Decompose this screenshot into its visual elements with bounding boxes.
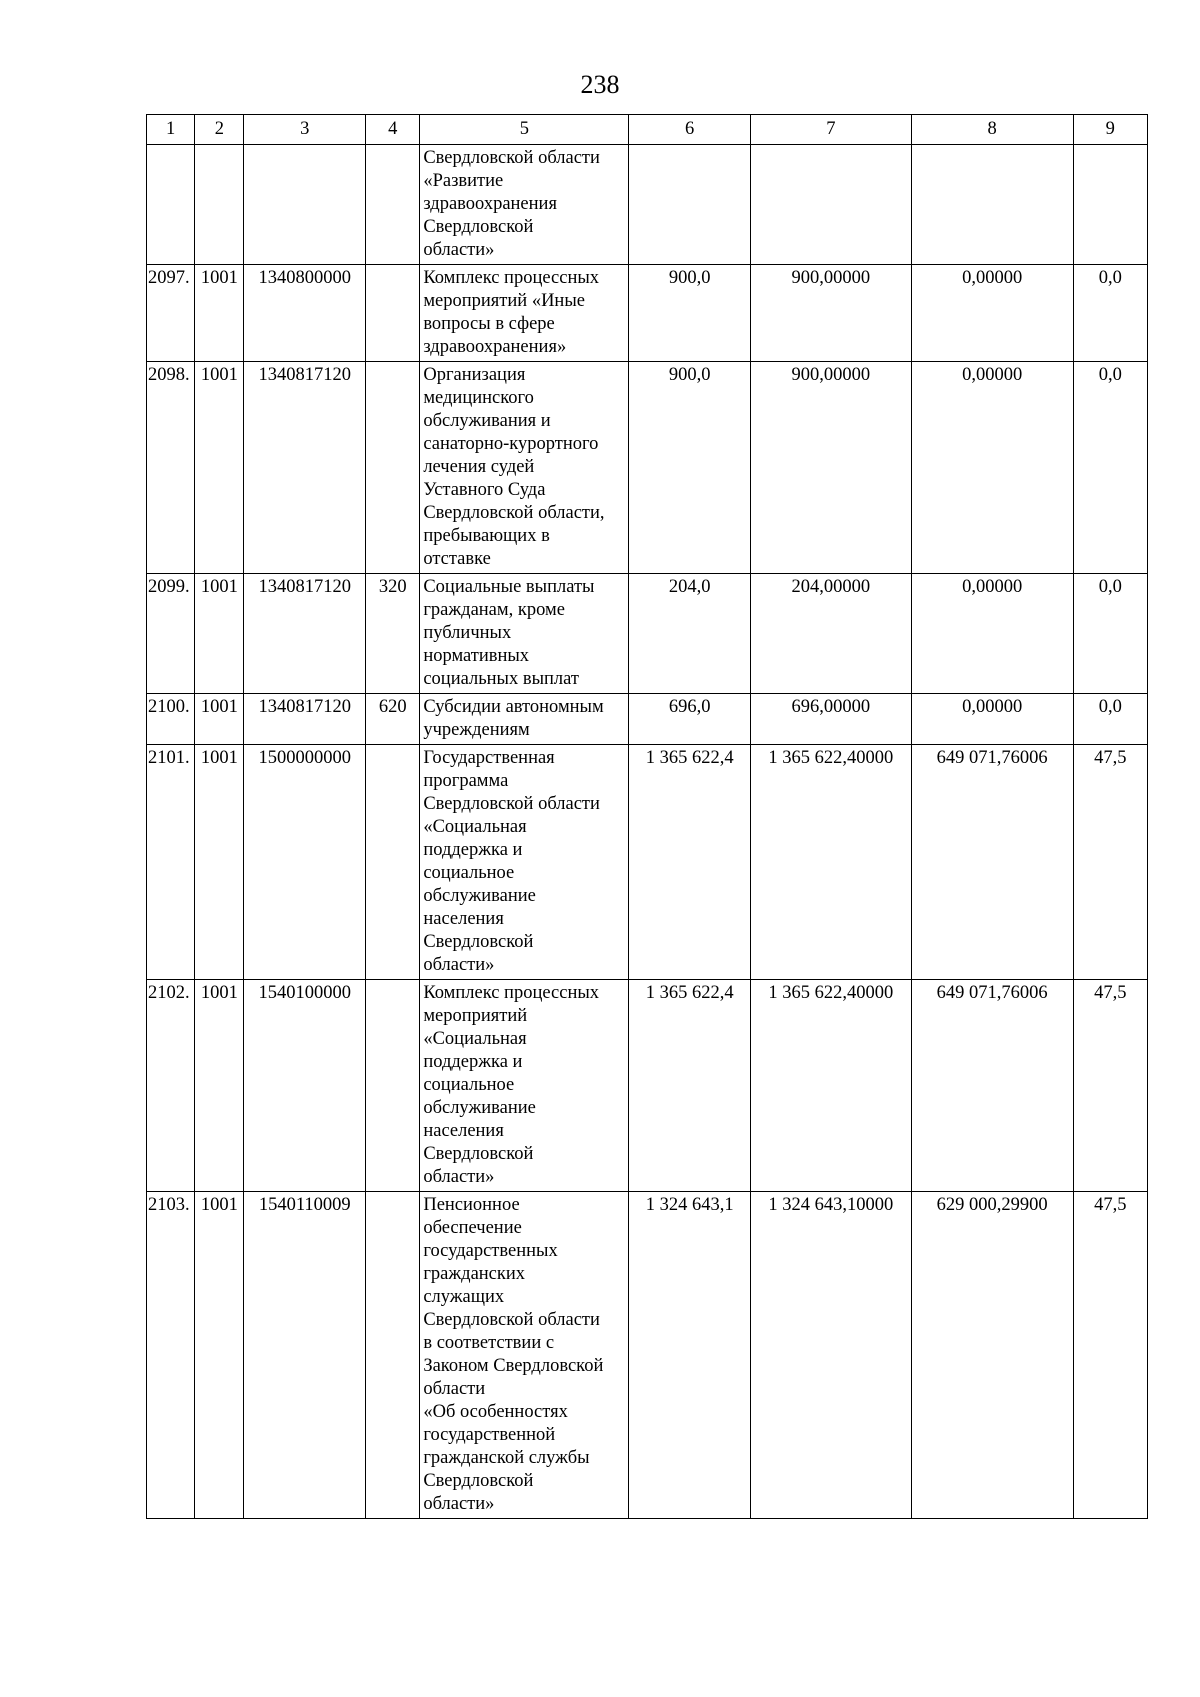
expense-type-cell: 320 (366, 574, 420, 694)
executed-amount-cell: 0,00000 (911, 362, 1073, 574)
table-row (147, 745, 1148, 980)
target-code-cell: 1340817120 (244, 574, 366, 694)
page-number: 238 (580, 70, 620, 99)
column-header: 6 (629, 115, 751, 145)
plan-amount-cell: 696,0 (629, 694, 751, 745)
executed-amount-cell: 629 000,29900 (911, 1192, 1073, 1519)
plan-amount-cell: 1 324 643,1 (629, 1192, 751, 1519)
row-number-cell: 2099. (147, 574, 195, 694)
column-header: 9 (1073, 115, 1147, 145)
section-code-cell: 1001 (195, 694, 244, 745)
table-row (147, 574, 1148, 694)
name-cell: Государственная программа Свердловской области «Социальная поддержка и социальное обслуживание населения Свердловской области» (420, 745, 629, 980)
executed-amount-cell (911, 145, 1073, 265)
name-cell: Пенсионное обеспечение государственных гражданских служащих Свердловской области в соответствии с Законом Свердловской области «Об особенностях государственной гражданской службы Свердловской области» (420, 1192, 629, 1519)
column-header: 1 (147, 115, 195, 145)
column-header: 3 (244, 115, 366, 145)
target-code-cell: 1340817120 (244, 694, 366, 745)
approved-amount-cell (750, 145, 911, 265)
name-cell: Организация медицинского обслуживания и санаторно-курортного лечения судей Уставного Суда Свердловской области, пребывающих в отставке (420, 362, 629, 574)
column-header: 7 (750, 115, 911, 145)
percent-cell: 0,0 (1073, 265, 1147, 362)
approved-amount-cell: 204,00000 (750, 574, 911, 694)
expense-type-cell (366, 980, 420, 1192)
target-code-cell (244, 145, 366, 265)
name-cell: Субсидии автономным учреждениям (420, 694, 629, 745)
plan-amount-cell: 900,0 (629, 265, 751, 362)
approved-amount-cell: 696,00000 (750, 694, 911, 745)
executed-amount-cell: 0,00000 (911, 265, 1073, 362)
column-header: 2 (195, 115, 244, 145)
approved-amount-cell: 900,00000 (750, 362, 911, 574)
approved-amount-cell: 1 365 622,40000 (750, 980, 911, 1192)
percent-cell: 47,5 (1073, 1192, 1147, 1519)
percent-cell: 0,0 (1073, 694, 1147, 745)
expense-type-cell: 620 (366, 694, 420, 745)
row-number-cell (147, 145, 195, 265)
section-code-cell: 1001 (195, 574, 244, 694)
row-number-cell: 2101. (147, 745, 195, 980)
budget-table (146, 114, 1148, 1519)
executed-amount-cell: 649 071,76006 (911, 980, 1073, 1192)
target-code-cell: 1340800000 (244, 265, 366, 362)
column-header: 4 (366, 115, 420, 145)
table-body (147, 145, 1148, 1519)
target-code-cell: 1340817120 (244, 362, 366, 574)
plan-amount-cell: 1 365 622,4 (629, 745, 751, 980)
approved-amount-cell: 900,00000 (750, 265, 911, 362)
table-row (147, 145, 1148, 265)
section-code-cell: 1001 (195, 265, 244, 362)
table-row (147, 694, 1148, 745)
target-code-cell: 1540110009 (244, 1192, 366, 1519)
percent-cell (1073, 145, 1147, 265)
expense-type-cell (366, 1192, 420, 1519)
expense-type-cell (366, 745, 420, 980)
table-row (147, 265, 1148, 362)
table-row (147, 1192, 1148, 1519)
target-code-cell: 1540100000 (244, 980, 366, 1192)
name-cell: Свердловской области «Развитие здравоохранения Свердловской области» (420, 145, 629, 265)
section-code-cell: 1001 (195, 980, 244, 1192)
executed-amount-cell: 649 071,76006 (911, 745, 1073, 980)
name-cell: Комплекс процессных мероприятий «Иные вопросы в сфере здравоохранения» (420, 265, 629, 362)
section-code-cell (195, 145, 244, 265)
expense-type-cell (366, 265, 420, 362)
plan-amount-cell: 1 365 622,4 (629, 980, 751, 1192)
percent-cell: 0,0 (1073, 362, 1147, 574)
expense-type-cell (366, 362, 420, 574)
percent-cell: 47,5 (1073, 745, 1147, 980)
target-code-cell: 1500000000 (244, 745, 366, 980)
table-row (147, 362, 1148, 574)
plan-amount-cell (629, 145, 751, 265)
executed-amount-cell: 0,00000 (911, 574, 1073, 694)
header-row (147, 115, 1148, 145)
name-cell: Комплекс процессных мероприятий «Социальная поддержка и социальное обслуживание населения Свердловской области» (420, 980, 629, 1192)
section-code-cell: 1001 (195, 745, 244, 980)
executed-amount-cell: 0,00000 (911, 694, 1073, 745)
percent-cell: 0,0 (1073, 574, 1147, 694)
row-number-cell: 2102. (147, 980, 195, 1192)
expense-type-cell (366, 145, 420, 265)
column-header: 5 (420, 115, 629, 145)
plan-amount-cell: 204,0 (629, 574, 751, 694)
section-code-cell: 1001 (195, 362, 244, 574)
row-number-cell: 2098. (147, 362, 195, 574)
name-cell: Социальные выплаты гражданам, кроме публичных нормативных социальных выплат (420, 574, 629, 694)
percent-cell: 47,5 (1073, 980, 1147, 1192)
row-number-cell: 2100. (147, 694, 195, 745)
column-header: 8 (911, 115, 1073, 145)
table-row (147, 980, 1148, 1192)
row-number-cell: 2097. (147, 265, 195, 362)
approved-amount-cell: 1 365 622,40000 (750, 745, 911, 980)
approved-amount-cell: 1 324 643,10000 (750, 1192, 911, 1519)
plan-amount-cell: 900,0 (629, 362, 751, 574)
row-number-cell: 2103. (147, 1192, 195, 1519)
section-code-cell: 1001 (195, 1192, 244, 1519)
